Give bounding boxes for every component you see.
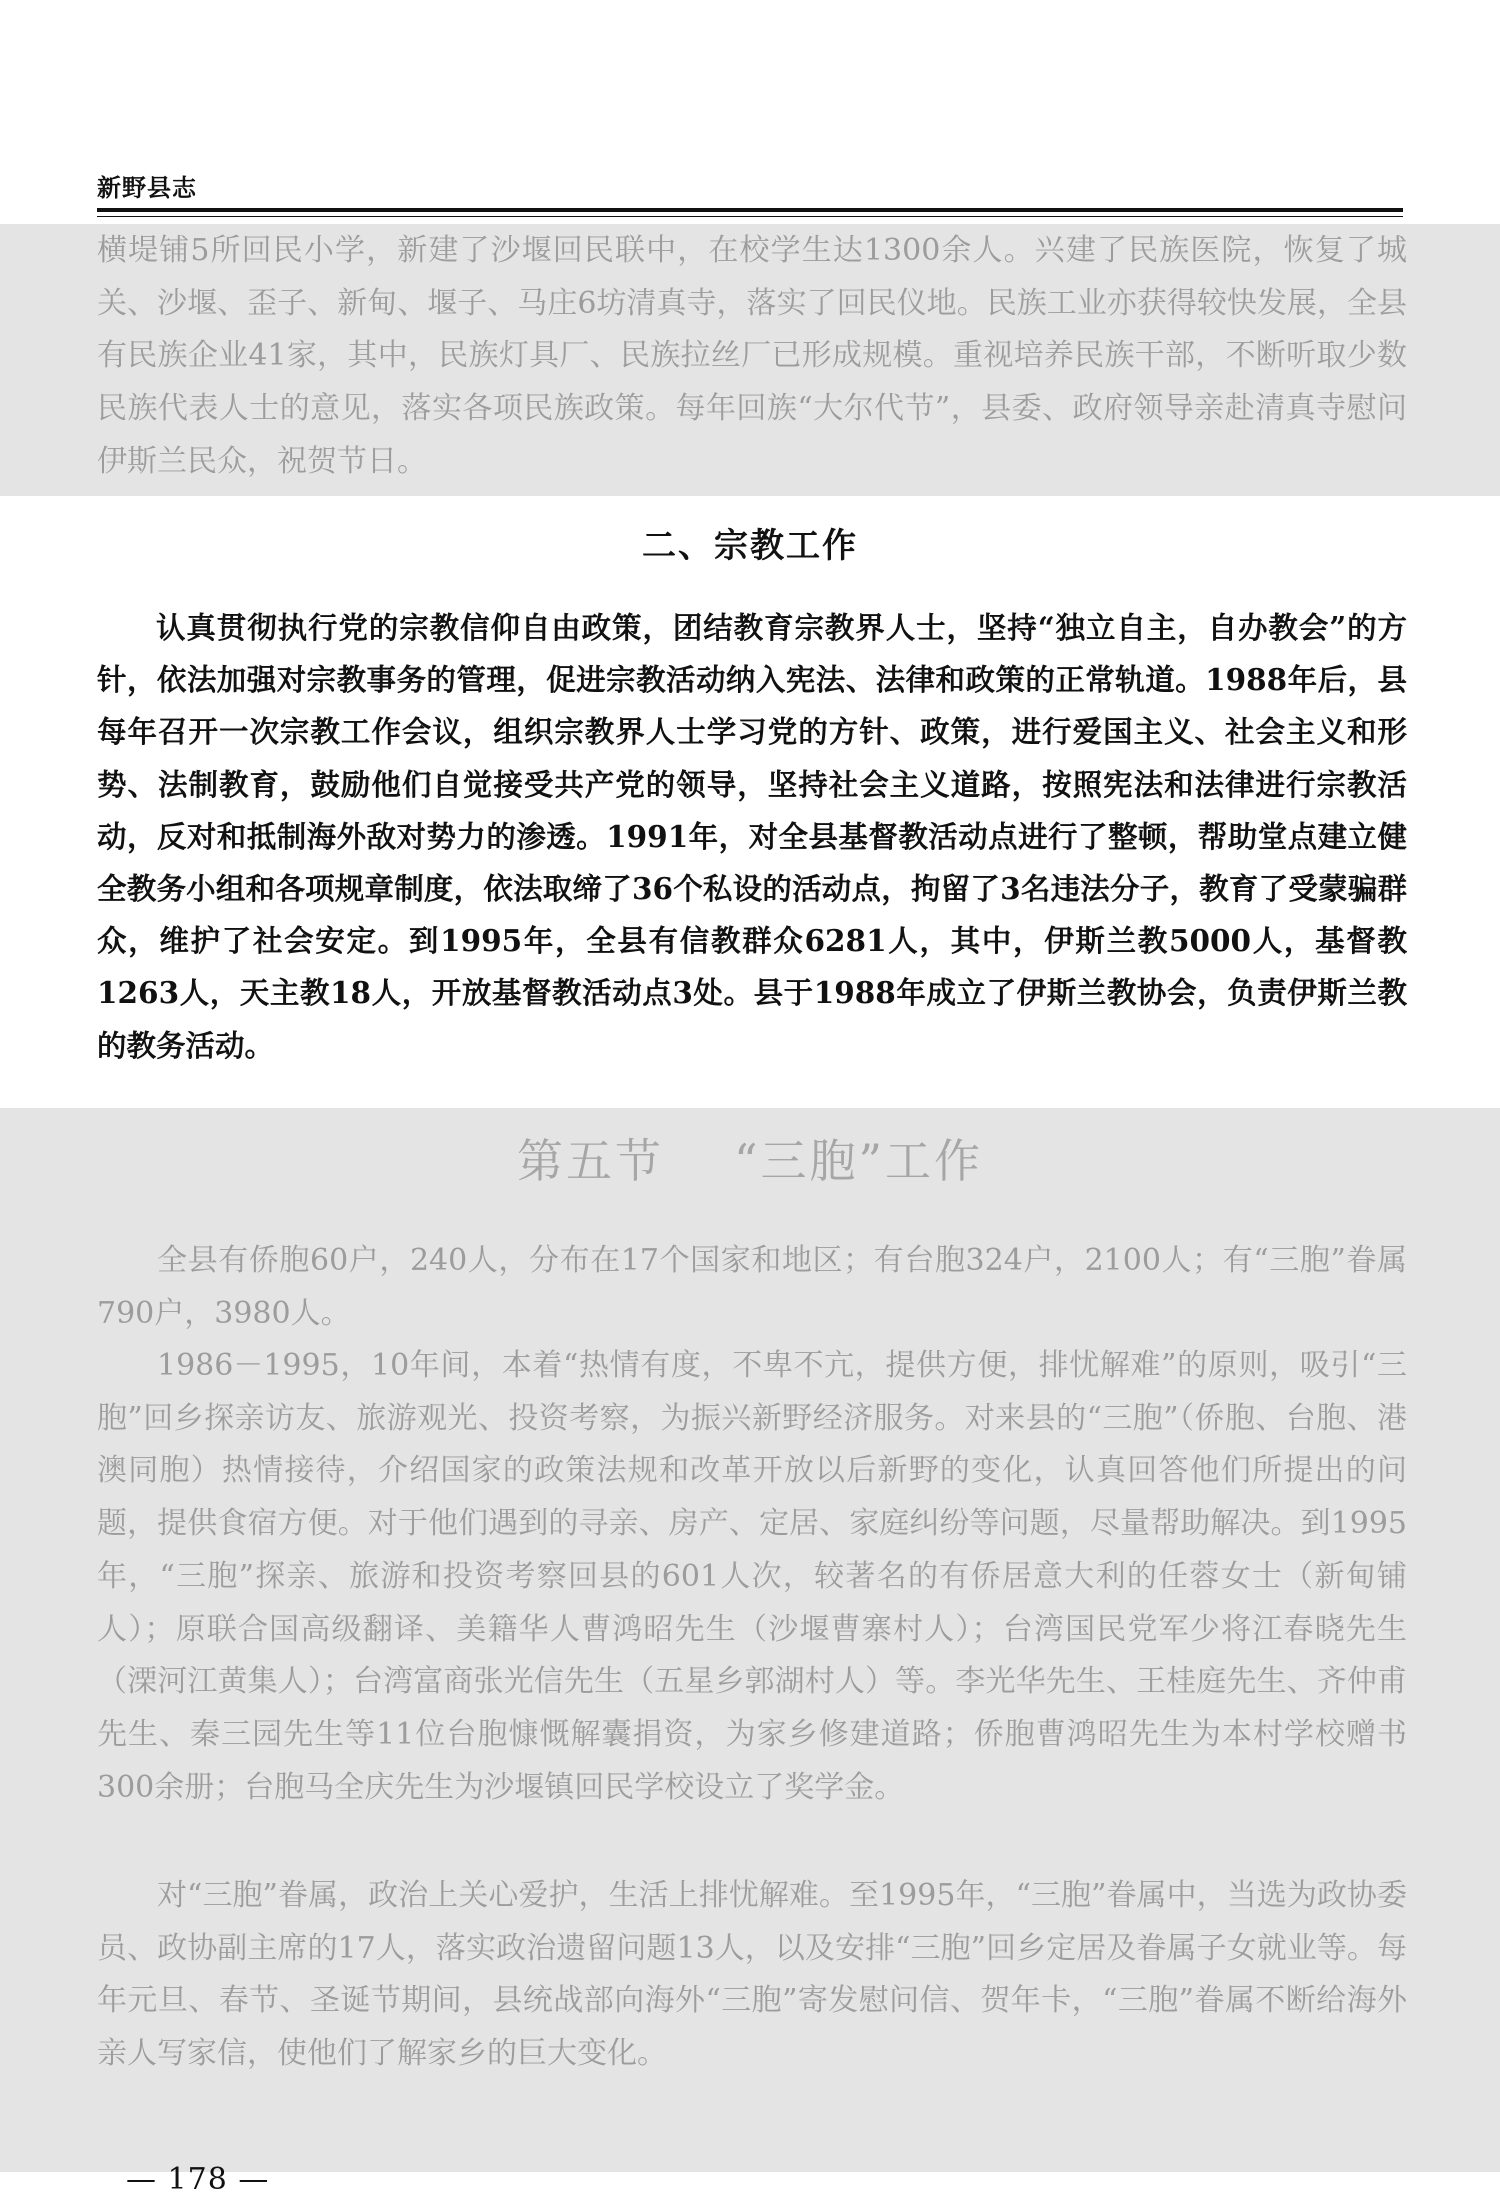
chapter-paragraph: 全县有侨胞60户，240人，分布在17个国家和地区；有台胞324户，2100人；有“三胞”眷属790户，3980人。 — [97, 1243, 1407, 1331]
chapter-paragraph: 对“三胞”眷属，政治上关心爱护，生活上排忧解难。至1995年，“三胞”眷属中，当选为政协委员、政协副主席的17人，落实政治遗留问题13人，以及安排“三胞”回乡定居及眷属子女就业等。每年元旦、春节、圣诞节期间，县统战部向海外“三胞”寄发慰问信、贺年卡，“三胞”眷属不断给海外亲人写家信，使他们了解家乡的巨大变化。 — [97, 1878, 1407, 2072]
chapter-heading — [0, 1125, 1500, 1191]
header-rule-thick — [97, 208, 1403, 212]
section-heading: 二、宗教工作 — [642, 526, 858, 566]
chapter-paragraph: 1986－1995，10年间，本着“热情有度，不卑不亢，提供方便，排忧解难”的原则，吸引“三胞”回乡探亲访友、旅游观光、投资考察，为振兴新野经济服务。对来县的“三胞”（侨胞、台胞、港澳同胞）热情接待，介绍国家的政策法规和改革开放以后新野的变化，认真回答他们所提出的问题，提供食宿方便。对于他们遇到的寻亲、房产、定居、家庭纠纷等问题，尽量帮助解决。到1995年，“三胞”探亲、旅游和投资考察回县的601人次，较著名的有侨居意大利的任蓉女士（新甸铺人）；原联合国高级翻译、美籍华人曹鸿昭先生（沙堰曹寨村人）；台湾国民党军少将江春晓先生（溧河江黄集人）；台湾富商张光信先生（五星乡郭湖村人）等。李光华先生、王桂庭先生、齐仲甫先生、秦三园先生等11位台胞慷慨解囊捐资，为家乡修建道路；侨胞曹鸿昭先生为本村学校赠书300余册；台胞马全庆先生为沙堰镇回民学校设立了奖学金。 — [97, 1348, 1407, 1805]
chapter-heading-title: “三胞”工作 — [733, 1134, 984, 1188]
header-rule-thin — [97, 216, 1403, 217]
chapter-heading-number: 第五节 — [516, 1134, 664, 1188]
page-number: — 178 — — [126, 2162, 270, 2197]
top-paragraph: 横堤铺5所回民小学，新建了沙堰回民联中，在校学生达1300余人。兴建了民族医院，恢复了城关、沙堰、歪子、新甸、堰子、马庄6坊清真寺，落实了回民仪地。民族工业亦获得较快发展，全县有民族企业41家，其中，民族灯具厂、民族拉丝厂已形成规模。重视培养民族干部，不断听取少数民族代表人士的意见，落实各项民族政策。每年回族“大尔代节”，县委、政府领导亲赴清真寺慰问伊斯兰民众，祝贺节日。 — [97, 233, 1407, 479]
section-paragraph: 认真贯彻执行党的宗教信仰自由政策，团结教育宗教界人士，坚持“独立自主，自办教会”的方针，依法加强对宗教事务的管理，促进宗教活动纳入宪法、法律和政策的正常轨道。1988年后，县每年召开一次宗教工作会议，组织宗教界人士学习党的方针、政策，进行爱国主义、社会主义和形势、法制教育，鼓励他们自觉接受共产党的领导，坚持社会主义道路，按照宪法和法律进行宗教活动，反对和抵制海外敌对势力的渗透。1991年，对全县基督教活动点进行了整顿，帮助堂点建立健全教务小组和各项规章制度，依法取缔了36个私设的活动点，拘留了3名违法分子，教育了受蒙骗群众，维护了社会安定。到1995年，全县有信教群众6281人，其中，伊斯兰教5000人，基督教1263人，天主教18人，开放基督教活动点3处。县于1988年成立了伊斯兰教协会，负责伊斯兰教的教务活动。 — [97, 610, 1407, 1063]
page-header-title: 新野县志 — [97, 174, 197, 202]
